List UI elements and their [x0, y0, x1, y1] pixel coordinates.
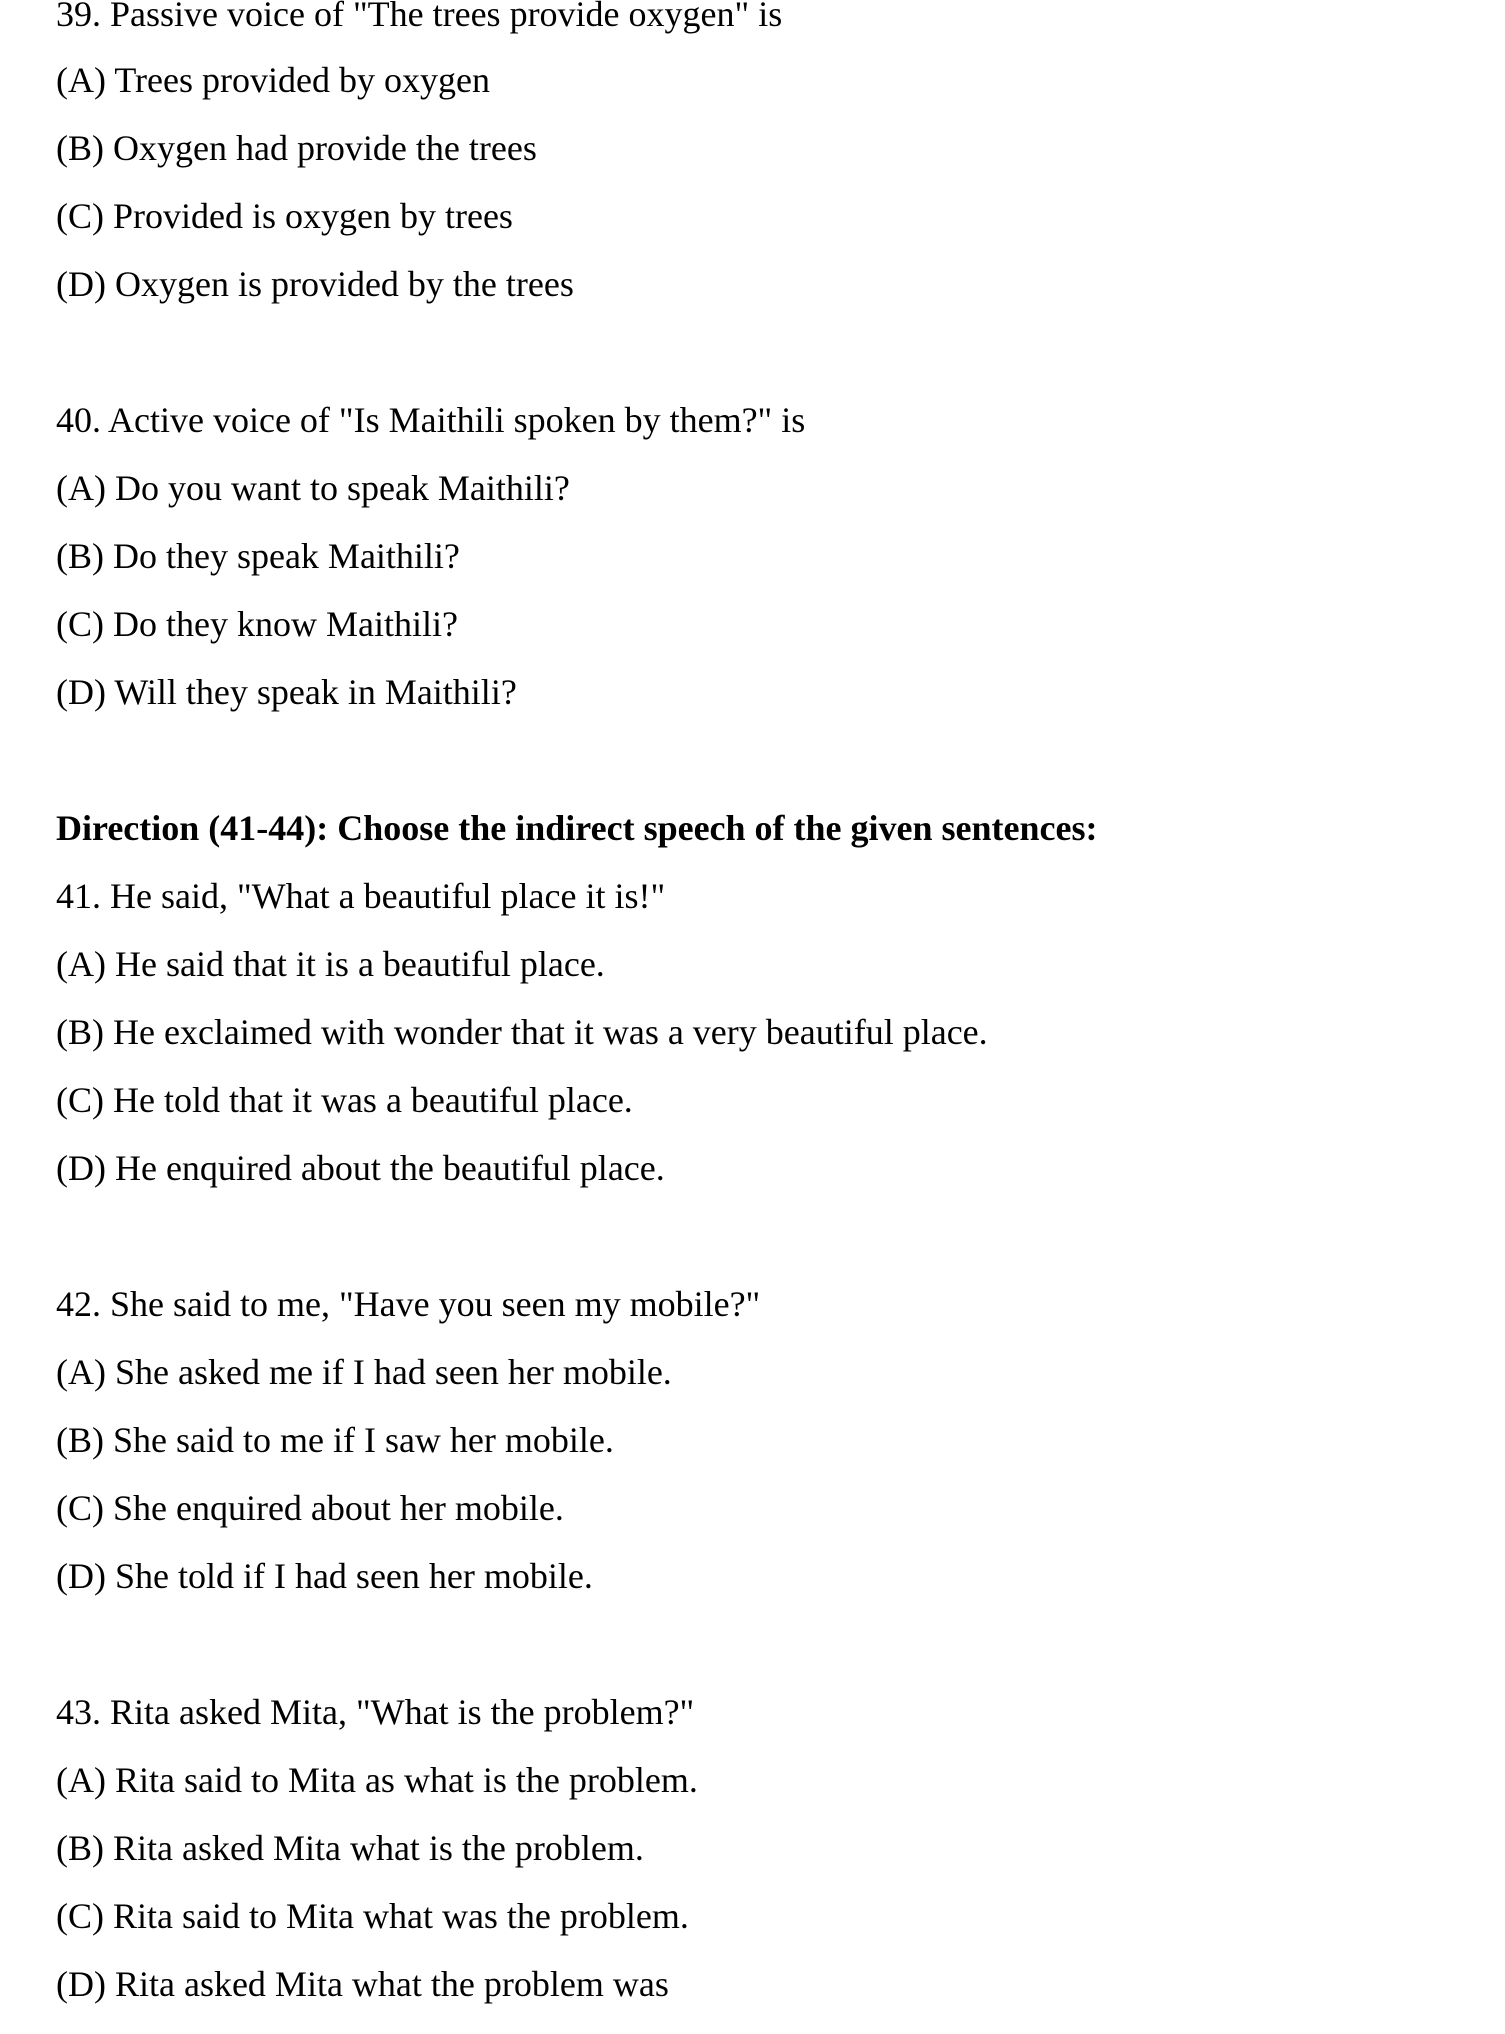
question-42-text: 42. She said to me, "Have you seen my mobile?"	[56, 1284, 761, 1324]
question-40-option-b: (B) Do they speak Maithili?	[56, 536, 460, 576]
question-39-option-b: (B) Oxygen had provide the trees	[56, 128, 537, 168]
question-41-option-d: (D) He enquired about the beautiful place.	[56, 1148, 665, 1188]
question-42-option-d: (D) She told if I had seen her mobile.	[56, 1556, 593, 1596]
question-40-text: 40. Active voice of "Is Maithili spoken by them?" is	[56, 400, 806, 440]
question-42-option-c: (C) She enquired about her mobile.	[56, 1488, 564, 1528]
question-39-option-a: (A) Trees provided by oxygen	[56, 60, 490, 100]
question-39-option-d: (D) Oxygen is provided by the trees	[56, 264, 574, 304]
question-41-text: 41. He said, "What a beautiful place it is!"	[56, 876, 666, 916]
question-40-option-c: (C) Do they know Maithili?	[56, 604, 458, 644]
question-39-text: 39. Passive voice of "The trees provide oxygen" is	[56, 0, 783, 34]
question-39-option-c: (C) Provided is oxygen by trees	[56, 196, 513, 236]
question-43-option-b: (B) Rita asked Mita what is the problem.	[56, 1828, 644, 1868]
question-43-text: 43. Rita asked Mita, "What is the problem?"	[56, 1692, 695, 1732]
direction-heading: Direction (41-44): Choose the indirect speech of the given sentences:	[56, 808, 1098, 848]
question-42-option-a: (A) She asked me if I had seen her mobile.	[56, 1352, 672, 1392]
question-43-option-d: (D) Rita asked Mita what the problem was	[56, 1964, 669, 2004]
question-43-option-c: (C) Rita said to Mita what was the problem.	[56, 1896, 689, 1936]
question-41-option-a: (A) He said that it is a beautiful place.	[56, 944, 605, 984]
question-41-option-c: (C) He told that it was a beautiful place.	[56, 1080, 633, 1120]
question-40-option-a: (A) Do you want to speak Maithili?	[56, 468, 570, 508]
question-43-option-a: (A) Rita said to Mita as what is the problem.	[56, 1760, 698, 1800]
question-40-option-d: (D) Will they speak in Maithili?	[56, 672, 517, 712]
question-41-option-b: (B) He exclaimed with wonder that it was a very beautiful place.	[56, 1012, 988, 1052]
question-42-option-b: (B) She said to me if I saw her mobile.	[56, 1420, 614, 1460]
